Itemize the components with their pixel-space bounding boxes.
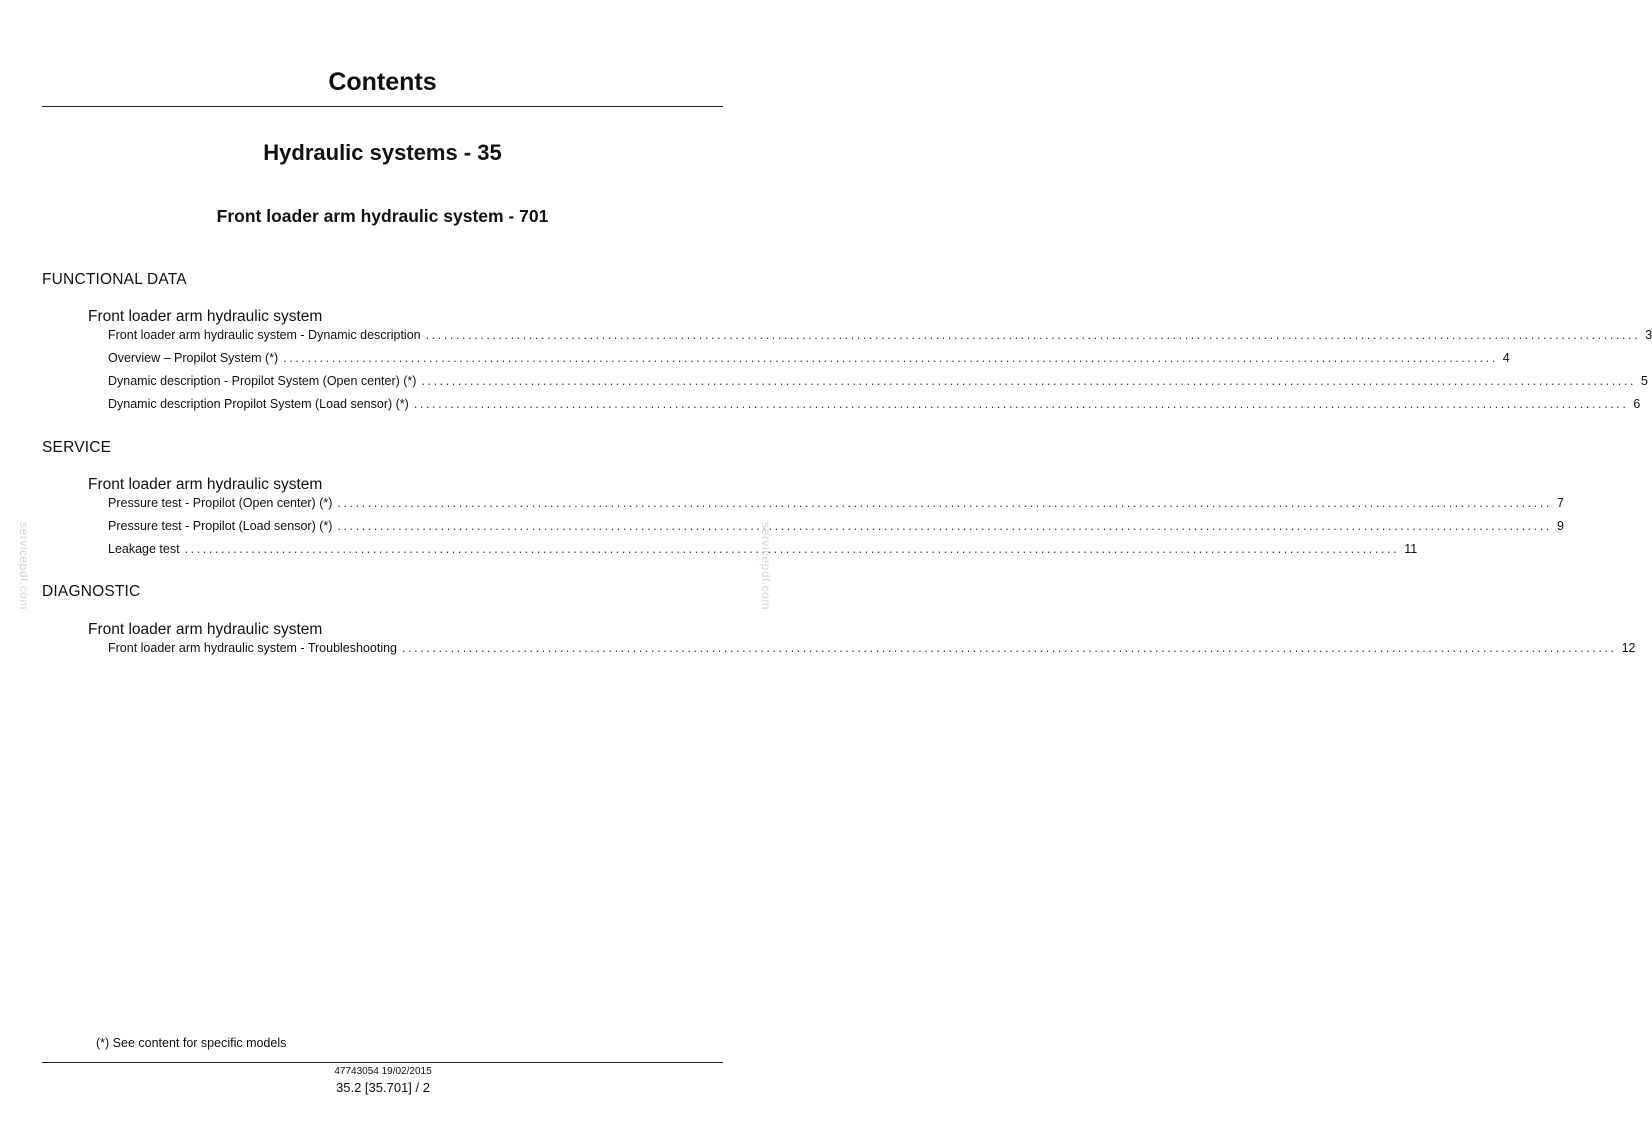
- watermark-right: servicepdf.com: [759, 522, 773, 610]
- toc-entry-page: 9: [1556, 519, 1564, 533]
- watermark-left: servicepdf.com: [17, 522, 31, 610]
- toc-entry[interactable]: [108, 518, 1564, 535]
- toc-entry-label: Front loader arm hydraulic system - Troubleshooting: [108, 641, 398, 655]
- section-heading-diagnostic: DIAGNOSTIC: [42, 583, 141, 600]
- leader-dots: ........................................................................................................................................................................................................: [402, 641, 1617, 655]
- top-divider: [42, 106, 723, 107]
- leader-dots: ........................................................................................................................................................................................................: [337, 519, 1552, 533]
- section-heading-service: SERVICE: [42, 439, 112, 456]
- toc-entry-label: Leakage test: [108, 542, 180, 556]
- toc-entry-page: 3: [1645, 328, 1652, 342]
- toc-entry-page: 6: [1633, 397, 1641, 411]
- chapter-title: Hydraulic systems - 35: [263, 140, 502, 165]
- leader-dots: ........................................................................................................................................................................................................: [184, 542, 1400, 556]
- toc-entry-label: Overview – Propilot System (*): [108, 351, 279, 365]
- toc-entry[interactable]: [108, 350, 1510, 367]
- document-id: 47743054 19/02/2015: [334, 1066, 432, 1077]
- leader-dots: ........................................................................................................................................................................................................: [425, 328, 1641, 342]
- group-heading: Front loader arm hydraulic system: [88, 621, 323, 638]
- toc-entry-page: 7: [1556, 496, 1564, 510]
- leader-dots: ........................................................................................................................................................................................................: [337, 496, 1552, 510]
- toc-entry[interactable]: [108, 373, 1648, 390]
- page-reference: 35.2 [35.701] / 2: [336, 1080, 430, 1095]
- toc-entry-page: 11: [1404, 542, 1418, 556]
- group-heading: Front loader arm hydraulic system: [88, 308, 323, 325]
- group-heading: Front loader arm hydraulic system: [88, 476, 323, 493]
- toc-entry-label: Front loader arm hydraulic system - Dynamic description: [108, 328, 421, 342]
- leader-dots: ........................................................................................................................................................................................................: [421, 374, 1637, 388]
- toc-entry[interactable]: [108, 541, 1418, 558]
- bottom-divider: [42, 1062, 723, 1063]
- toc-entry-label: Dynamic description - Propilot System (Open center) (*): [108, 374, 417, 388]
- footnote: (*) See content for specific models: [96, 1036, 287, 1050]
- subchapter-title: Front loader arm hydraulic system - 701: [216, 206, 549, 226]
- toc-entry-page: 12: [1621, 641, 1636, 655]
- leader-dots: ........................................................................................................................................................................................................: [283, 351, 1498, 365]
- toc-entry-label: Pressure test - Propilot (Open center) (*): [108, 496, 333, 510]
- toc-entry[interactable]: [108, 640, 1636, 657]
- toc-entry-label: Dynamic description Propilot System (Load sensor) (*): [108, 397, 409, 411]
- toc-entry[interactable]: [108, 327, 1652, 344]
- toc-entry-page: 5: [1641, 374, 1648, 388]
- section-heading-functional-data: FUNCTIONAL DATA: [42, 271, 187, 288]
- page-title: Contents: [328, 68, 437, 96]
- leader-dots: ........................................................................................................................................................................................................: [413, 397, 1629, 411]
- toc-entry[interactable]: [108, 495, 1564, 512]
- toc-entry-label: Pressure test - Propilot (Load sensor) (*): [108, 519, 333, 533]
- toc-entry[interactable]: [108, 396, 1641, 413]
- toc-entry-page: 4: [1502, 351, 1510, 365]
